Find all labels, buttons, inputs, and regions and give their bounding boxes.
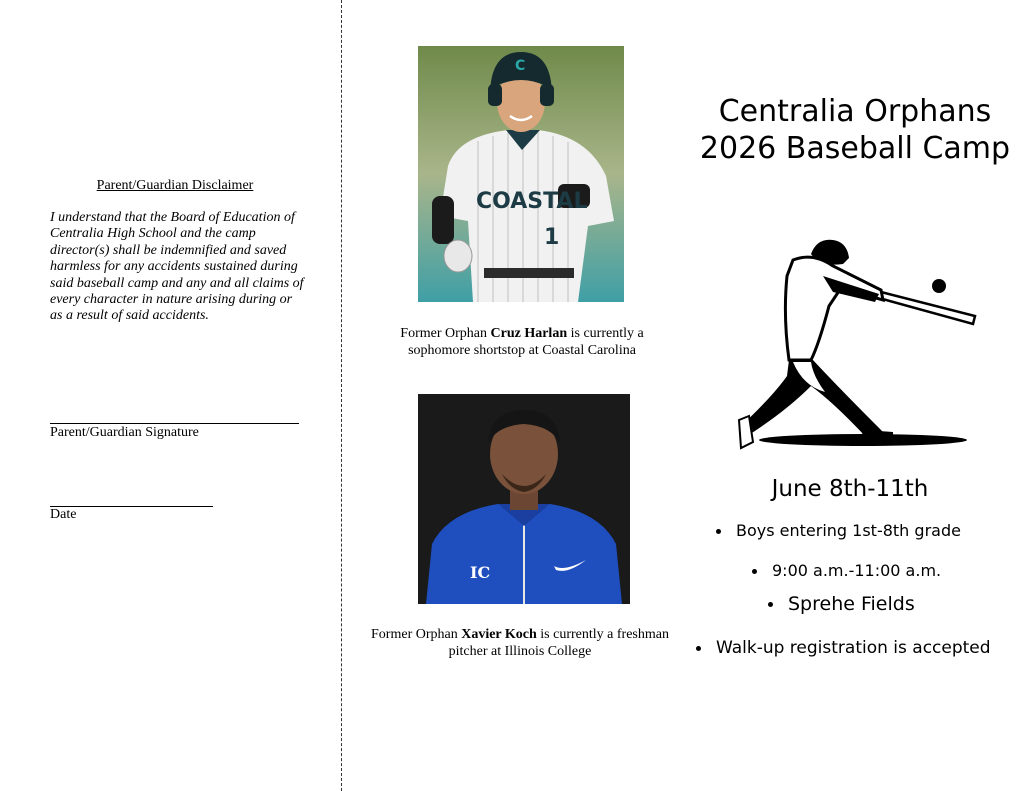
fold-line <box>341 0 342 791</box>
bullet-icon <box>768 602 773 607</box>
detail-text: Boys entering 1st-8th grade <box>736 521 961 540</box>
helmet-letter: C <box>515 58 526 74</box>
disclaimer-title: Parent/Guardian Disclaimer <box>96 178 254 193</box>
camp-dates: June 8th-11th <box>771 476 929 502</box>
caption-prefix: Former Orphan <box>400 326 491 341</box>
date-label: Date <box>50 507 77 522</box>
player-photo-xavier-koch <box>418 394 630 604</box>
detail-location <box>768 593 915 615</box>
player-photo-cruz-harlan <box>418 46 624 302</box>
bullet-icon <box>696 646 701 651</box>
signature-line[interactable] <box>50 423 299 424</box>
player-caption-cruz-harlan <box>372 325 672 359</box>
caption-suffix: is currently a freshman pitcher at Illinois College <box>448 627 669 659</box>
camp-title-line1: Centralia Orphans <box>718 94 992 129</box>
caption-suffix: is currently a sophomore shortstop at Coastal Carolina <box>408 326 644 358</box>
detail-grade <box>716 521 961 540</box>
detail-text: 9:00 a.m.-11:00 a.m. <box>772 561 942 580</box>
baseball-icon <box>932 279 946 293</box>
camp-title-line2: 2026 Baseball Camp <box>699 131 1011 166</box>
player-name: Xavier Koch <box>461 627 537 642</box>
bullet-icon <box>716 529 721 534</box>
signature-label: Parent/Guardian Signature <box>50 425 199 440</box>
player-name: Cruz Harlan <box>490 326 568 341</box>
detail-time <box>752 561 941 580</box>
detail-text: Sprehe Fields <box>788 593 915 615</box>
jersey-number: 1 <box>544 225 560 250</box>
disclaimer-body: I understand that the Board of Education of Centralia High School and the camp director(s) shall be indemnified and saved harmless for any accidents sustained during said baseball camp and any and all claims of every character in nature arising during or as a result of said accidents. <box>50 210 304 324</box>
batter-silhouette-icon <box>733 236 983 458</box>
jersey-text: COASTAL <box>476 189 588 214</box>
camp-title <box>690 93 1020 167</box>
ic-logo: IC <box>470 563 491 582</box>
detail-registration <box>696 638 991 658</box>
detail-text: Walk-up registration is accepted <box>716 638 991 658</box>
caption-prefix: Former Orphan <box>371 627 462 642</box>
player-caption-xavier-koch <box>370 626 670 660</box>
bullet-icon <box>752 569 757 574</box>
